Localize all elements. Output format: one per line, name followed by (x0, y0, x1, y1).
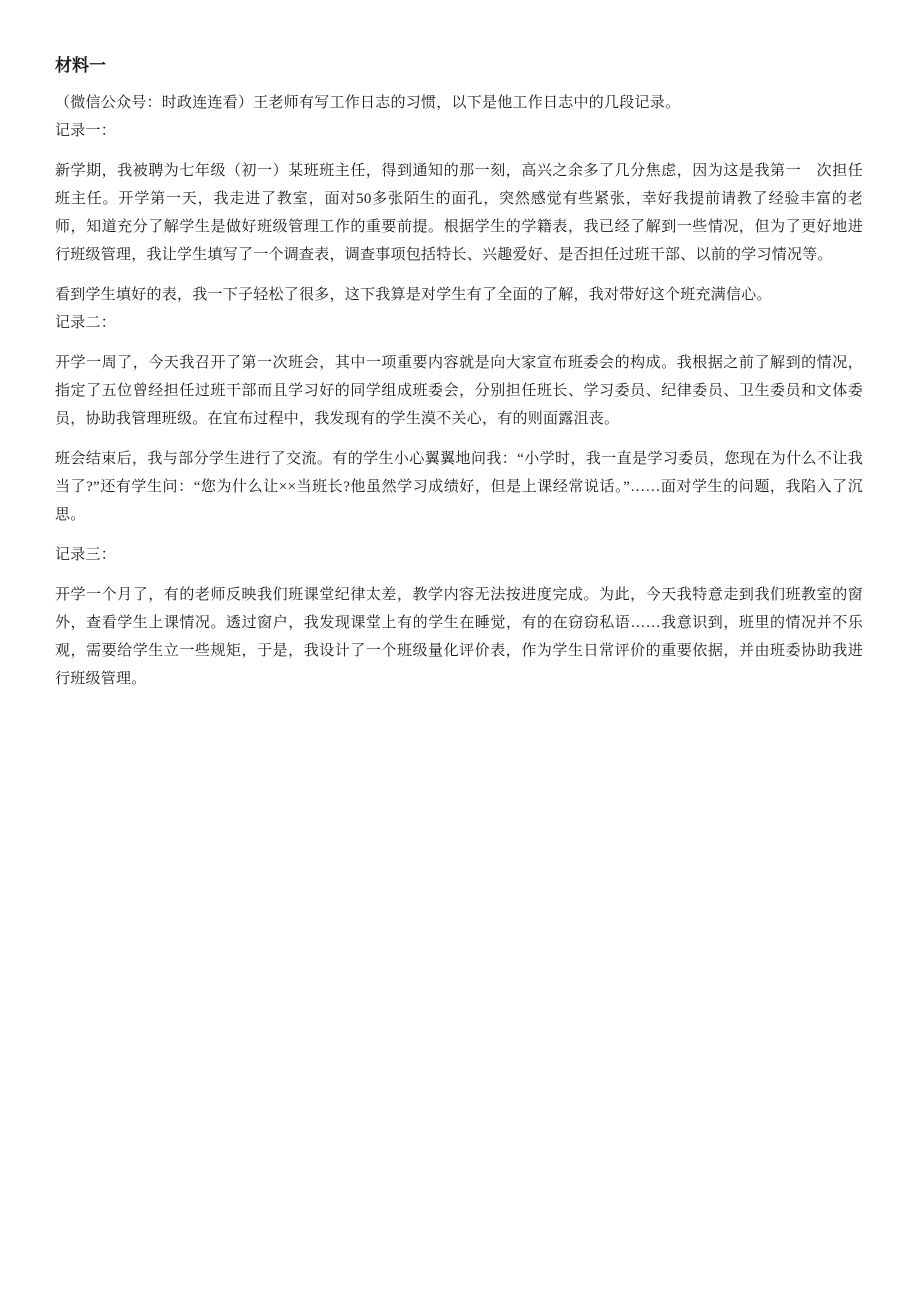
record-1-label: 记录一： (55, 123, 117, 139)
record-1-paragraph-2: 看到学生填好的表，我一下子轻松了很多，这下我算是对学生有了全面的了解，我对带好这个班充满信心。 (55, 287, 772, 303)
material-heading: 材料一 (55, 56, 106, 75)
record-1-paragraph-1: 新学期，我被聘为七年级（初一）某班班主任，得到通知的那一刻，高兴之余多了几分焦虑，因为这是我第一 次担任班主任。开学第一天，我走进了教室，面对50多张陌生的面孔，突然感觉有些紧张，幸好我提前请教了经验丰富的老师，知道充分了解学生是做好班级管理工作的重要前提。根据学生的学籍表，我已经了解到一些情况，但为了更好地进行班级管理，我让学生填写了一个调查表，调查事项包括特长、兴趣爱好、是否担任过班干部、以前的学习情况等。 (55, 163, 863, 263)
record-2-paragraph-2: 班会结束后，我与部分学生进行了交流。有的学生小心翼翼地问我：“小学时，我一直是学习委员，您现在为什么不让我当了?”还有学生问：“您为什么让××当班长?他虽然学习成绩好，但是上课经常说话。”……面对学生的问题，我陷入了沉思。 (55, 451, 863, 523)
record-2-label: 记录二： (55, 315, 117, 331)
record-3-paragraph-1: 开学一个月了，有的老师反映我们班课堂纪律太差，教学内容无法按进度完成。为此，今天我特意走到我们班教室的窗外，查看学生上课情况。透过窗户，我发现课堂上有的学生在睡觉，有的在窃窃私语……我意识到，班里的情况并不乐观，需要给学生立一些规矩，于是，我设计了一个班级量化评价表，作为学生日常评价的重要依据，并由班委协助我进行班级管理。 (55, 587, 863, 687)
record-2-paragraph-1: 开学一周了，今天我召开了第一次班会，其中一项重要内容就是向大家宣布班委会的构成。我根据之前了解到的情况，指定了五位曾经担任过班干部而且学习好的同学组成班委会，分别担任班长、学习委员、纪律委员、卫生委员和文体委员，协助我管理班级。在宜布过程中，我发现有的学生漠不关心，有的则面露沮丧。 (55, 355, 863, 427)
intro-text: （微信公众号：时政连连看）王老师有写工作日志的习惯，以下是他工作日志中的几段记录。 (55, 95, 681, 111)
document-body (55, 55, 863, 693)
record-3-label: 记录三： (55, 547, 117, 563)
